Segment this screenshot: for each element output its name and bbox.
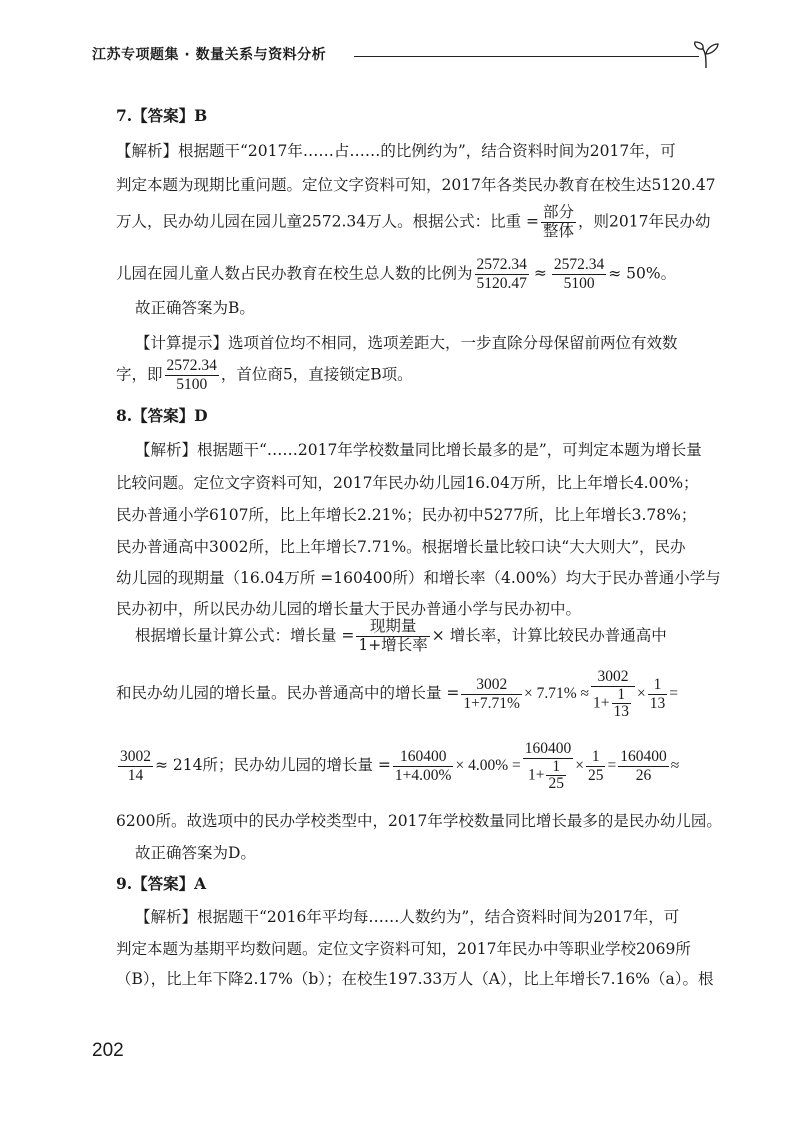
q8-analysis-line-1: 【解析】根据题干“……2017年学校数量同比增长最多的是”，可判定本题为增长量 (135, 441, 702, 459)
denominator-prefix: 1+ (527, 766, 545, 784)
fraction-numerator: 现期量 (356, 618, 429, 637)
fraction-denominator (523, 759, 574, 793)
q9-answer-label: 9.【答案】A (116, 874, 207, 893)
high-school-mid: × 7.71% ≈ (523, 685, 589, 703)
q8-answer-label: 8.【答案】D (116, 406, 208, 425)
kindergarten-fraction-4 (618, 748, 669, 785)
fraction-numerator: 2572.34 (476, 256, 527, 273)
fraction-numerator: 160400 (620, 747, 667, 765)
kindergarten-fraction-2 (523, 740, 574, 792)
q8-analysis-line-7: 6200所。故选项中的民办学校类型中，2017年学校数量同比增长最多的是民办幼儿园。 (116, 812, 722, 830)
kindergarten-fraction-1 (393, 748, 454, 785)
q9-analysis-line-1: 【解析】根据题干“2016年平均每……人数约为”，结合资料时间为2017年，可 (135, 908, 680, 926)
q9-analysis-line-2: 判定本题为基期平均数问题。定位文字资料可知，2017年民办中等职业学校2069所 (116, 940, 691, 958)
q7-conclusion: 故正确答案为B。 (135, 299, 255, 317)
q7-analysis-line-2: 判定本题为现期比重问题。定位文字资料可知，2017年各类民办教育在校生达5120.47 (116, 176, 716, 194)
fraction-denominator: 1+4.00% (394, 766, 452, 784)
fraction-numerator: 1 (612, 687, 632, 704)
fraction-denominator: 13 (613, 703, 629, 721)
header-title: 江苏专项题集 · 数量关系与资料分析 (92, 47, 327, 63)
header-rule (354, 56, 699, 57)
fraction-denominator: 5100 (563, 274, 595, 292)
approx-sign: ≈ (670, 757, 680, 775)
nested-fraction (612, 687, 632, 721)
fraction-denominator: 1+7.71% (463, 694, 520, 712)
fraction-numerator: 3002 (120, 747, 151, 765)
q7-answer-label: 7.【答案】B (116, 106, 208, 125)
q7-calc-tip-line-1: 【计算提示】选项首位均不相同，选项差距大，一步直除分母保留前两位有效数 (135, 334, 678, 352)
high-school-result-fraction (118, 748, 153, 785)
growth-formula-text-b: × 增长率，计算比较民办普通高中 (431, 626, 667, 645)
q8-analysis-line-3: 民办普通小学6107所，比上年增长2.21%；民办初中5277所，比上年增长3.78%； (116, 506, 697, 524)
running-header (92, 40, 732, 70)
kindergarten-text: ≈ 214所；民办幼儿园的增长量 = (155, 756, 391, 775)
q7-result: ≈ 50%。 (608, 264, 677, 283)
fraction-denominator (591, 687, 635, 721)
q8-analysis-line-6: 民办初中，所以民办幼儿园的增长量大于民办普通小学与民办初中。 (116, 600, 582, 618)
growth-formula-text-a: 根据增长量计算公式：增长量 = (135, 626, 355, 645)
q7-line3-text-a: 万人，民办幼儿园在园儿童2572.34万人。根据公式：比重 = (116, 212, 540, 231)
high-school-fraction-2 (591, 668, 635, 720)
leaf-icon (692, 40, 722, 74)
high-school-fraction-1 (461, 676, 522, 713)
ratio-denominator: 整体 (543, 221, 575, 240)
denominator-prefix: 1+ (593, 694, 610, 712)
fraction-numerator: 1 (546, 759, 566, 776)
q7-calc-tip-line-2 (116, 357, 413, 394)
fraction-denominator: 5120.47 (476, 274, 527, 292)
fraction-numerator: 1 (586, 748, 606, 767)
q7-analysis-line-1: 【解析】根据题干“2017年……占……的比例约为”，结合资料时间为2017年，可 (116, 142, 676, 160)
multiply-sign: × (637, 685, 646, 703)
kindergarten-mid: × 4.00% = (455, 757, 521, 775)
q7-line4-text: 儿园在园儿童人数占民办教育在校生总人数的比例为 (116, 264, 473, 283)
fraction-denominator: 14 (127, 766, 144, 784)
q8-formula-line-1 (135, 618, 667, 655)
q7-tip-text-b: ，首位商5，直接锁定B项。 (220, 365, 413, 384)
fraction-numerator: 160400 (393, 748, 454, 767)
high-school-fraction-3 (648, 676, 668, 713)
q8-formula-line-3 (116, 740, 679, 792)
q8-analysis-line-5: 幼儿园的现期量（16.04万所 =160400所）和增长率（4.00%）均大于民办普通小学与 (116, 569, 721, 587)
growth-formula-fraction (356, 618, 429, 655)
fraction-numerator: 2572.34 (553, 256, 605, 273)
page-number: 202 (92, 1040, 124, 1061)
q7-line3-text-b: ，则2017年民办幼 (578, 212, 711, 231)
equals-sign: = (669, 685, 678, 703)
fraction-numerator: 160400 (524, 740, 572, 757)
fraction-denominator: 26 (635, 766, 652, 784)
fraction-numerator: 3002 (591, 668, 635, 687)
q8-analysis-line-2: 比较问题。定位文字资料可知，2017年民办幼儿园16.04万所，比上年增长4.00%； (116, 474, 699, 492)
fraction-denominator: 5100 (176, 375, 208, 393)
high-school-text: 和民办幼儿园的增长量。民办普通高中的增长量 = (116, 684, 460, 703)
fraction-denominator: 25 (548, 775, 564, 793)
q7-tip-text-a: 字，即 (116, 365, 163, 384)
fraction-exact (475, 256, 529, 293)
ratio-formula-fraction (541, 204, 576, 241)
q7-analysis-line-3 (116, 204, 710, 241)
equals-sign: = (607, 757, 617, 775)
fraction-numerator: 1 (648, 676, 668, 695)
q8-conclusion: 故正确答案为D。 (135, 844, 256, 862)
fraction-denominator: 13 (649, 694, 666, 712)
fraction-denominator: 25 (587, 766, 604, 784)
ratio-numerator: 部分 (543, 203, 575, 221)
fraction-approx (552, 256, 606, 293)
fraction-numerator: 3002 (461, 676, 522, 695)
nested-fraction (546, 759, 566, 793)
kindergarten-fraction-3 (586, 748, 606, 785)
fraction-denominator: 1+增长率 (358, 635, 428, 654)
fraction-numerator: 2572.34 (166, 357, 217, 374)
q7-analysis-line-4: 儿园在园儿童人数占民办教育在校生总人数的比例为 $\frac{2572.34}{5120.47}$ ≈ $\frac{2572.34}{5100}$ ≈ 50%。 (116, 256, 677, 292)
multiply-sign: × (575, 757, 584, 775)
q9-analysis-line-3: （B），比上年下降2.17%（b）；在校生197.33万人（A），比上年增长7.16%（a）。根 (116, 970, 714, 988)
q8-formula-line-2 (116, 668, 678, 720)
q8-analysis-line-4: 民办普通高中3002所，比上年增长7.71%。根据增长量比较口诀“大大则大”，民办 (116, 538, 686, 556)
fraction-tip (165, 357, 219, 394)
